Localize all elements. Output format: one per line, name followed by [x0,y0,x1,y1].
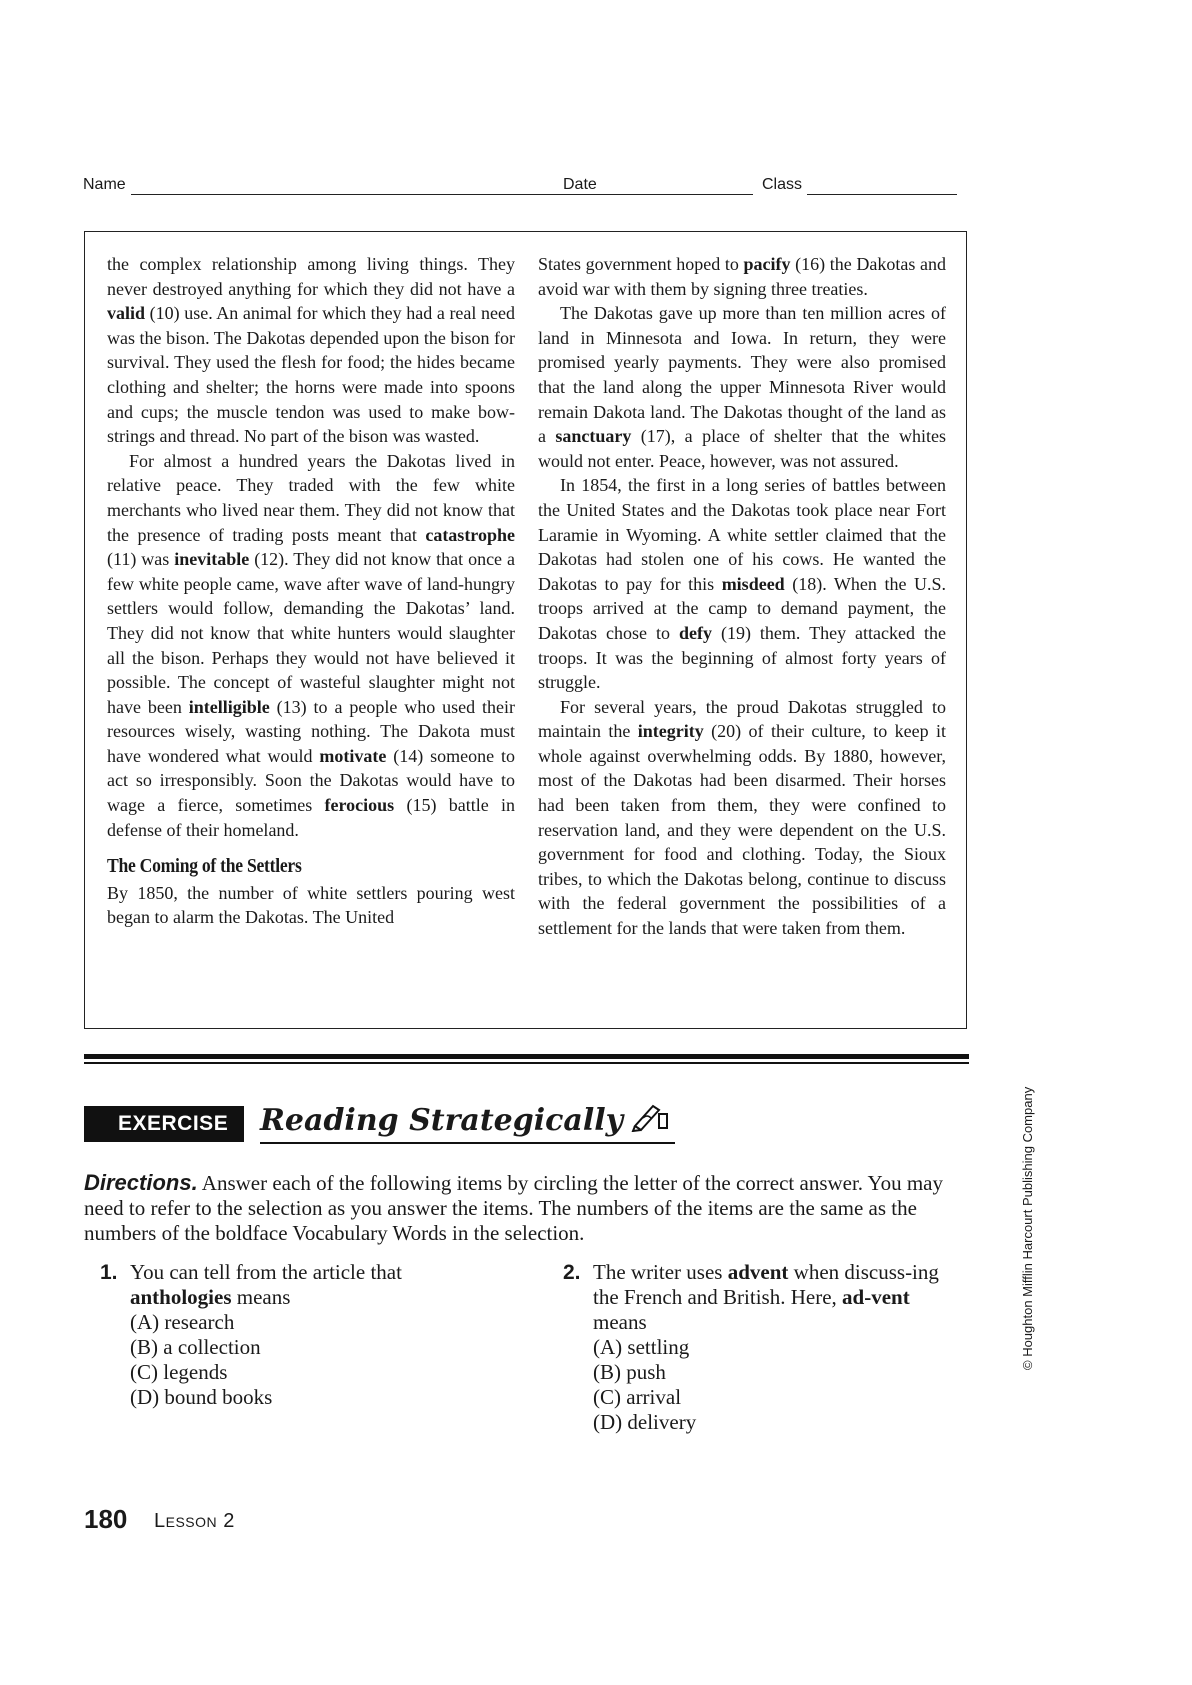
answer-option[interactable]: (B) a collection [130,1335,261,1359]
passage-left-column [107,252,515,930]
class-label: Class [762,176,803,193]
answer-option[interactable]: (A) research [130,1310,235,1334]
vocabulary-word: sanctuary [555,426,632,447]
text-run: States government hoped to [538,254,744,274]
answer-option[interactable]: (D) delivery [593,1410,697,1434]
vocabulary-word: integrity [637,721,704,742]
vocabulary-word: motivate [319,745,387,766]
vocabulary-word: valid [107,303,146,324]
lesson-label: Lesson 2 [154,1510,235,1532]
date-field-line[interactable] [605,194,753,195]
text-run: when discuss-ing the French and British. Here, [593,1260,939,1309]
student-info-header [83,176,963,200]
vocabulary-word: inevitable [174,549,250,570]
text-run: the complex relationship among living things. They never destroyed anything for which they did not have a [107,254,515,299]
question-stem [130,1260,440,1310]
directions-lead: Directions. [84,1170,198,1195]
exercise-title-text: Reading Strategically [260,1102,624,1138]
text-run: (10) use. An animal for which they had a real need was the bison. The Dakotas depended upon the bison for survival. They used the flesh for food; the hides became clothing and shelter; the horns were made into spoons and cups; the muscle tendon was used to make bow-strings and thread. No part of the bison was wasted. [107,303,515,447]
text-run: (17), a place of shelter that the whites would not enter. Peace, however, was not assured. [538,426,946,471]
section-divider-thin [84,1062,969,1064]
name-field-line[interactable] [131,194,633,195]
text-run: For almost a hundred years the Dakotas lived in relative peace. They traded with the few white merchants who lived near them. They did not know that the presence of trading posts meant that [107,450,515,545]
text-run: (14) someone to act so irresponsibly. Soon the Dakotas would have to wage a fierce, sometimes [107,745,515,816]
vocabulary-word: catastrophe [425,524,515,545]
question-number: 2. [563,1261,581,1284]
exercise-title [260,1098,675,1144]
vocabulary-word: anthologies [130,1285,232,1309]
vocabulary-word: intelligible [188,696,270,717]
section-heading: The Coming of the Settlers [107,855,302,878]
text-run: In 1854, the first in a long series of battles between the United States and the Dakotas took place near Fort Laramie in Wyoming. A white settler claimed that the Dakotas had stolen one of his cows. He wanted the Dakotas to pay for this [538,475,946,594]
copyright-notice: © Houghton Mifflin Harcourt Publishing Company [1020,1086,1035,1370]
question-item [563,1260,963,1435]
pencil-writing-icon [629,1100,669,1140]
text-run: (16) the Dakotas and avoid war with them by signing three treaties. [538,254,946,299]
text-run: By 1850, the number of white settlers pouring west began to alarm the Dakotas. The United [107,882,515,928]
exercise-badge: EXERCISE [84,1106,244,1142]
question-stem [593,1260,963,1335]
question-item [100,1260,440,1410]
text-run: You can tell from the article that [130,1260,402,1284]
answer-option[interactable]: (D) bound books [130,1385,273,1409]
directions-paragraph [84,1170,970,1246]
text-run: The writer uses [593,1260,728,1284]
passage-paragraph [107,252,515,449]
answer-options [130,1310,440,1410]
text-run: For several years, the proud Dakotas struggled to maintain the [538,696,946,742]
vocabulary-word: advent [727,1260,789,1284]
passage-right-column [538,252,946,941]
text-run: (19) them. They attacked the troops. It was the beginning of almost forty years of struggle. [538,622,947,693]
text-run: (15) battle in defense of their homeland. [107,795,515,840]
reading-passage-box [84,231,967,1029]
vocabulary-word: pacify [743,254,791,274]
passage-paragraph [538,301,946,473]
directions-text: Answer each of the following items by circling the letter of the correct answer. You may need to refer to the selection as you answer the items. The numbers of the items are the same as the numbers of the boldface Vocabulary Words in the selection. [84,1171,943,1245]
text-run: (11) was [107,549,175,570]
section-divider-thick [84,1054,969,1059]
passage-paragraph [107,881,515,930]
answer-option[interactable]: (B) push [593,1360,666,1384]
passage-paragraph [538,473,946,694]
answer-option[interactable]: (C) legends [130,1360,228,1384]
vocabulary-word: ferocious [324,795,395,816]
text-run: means [231,1285,291,1309]
date-label: Date [563,176,597,193]
text-run: The Dakotas gave up more than ten million acres of land in Minnesota and Iowa. In return, they were promised yearly payments. They were also promised that the land along the upper Minnesota River would remain Dakota land. The Dakotas thought of the land as a [538,303,946,447]
text-run: (12). They did not know that once a few white people came, wave after wave of land-hungry settlers would follow, demanding the Dakotas’ land. They did not know that white hunters would slaughter all the bison. Perhaps they would not have believed it possible. The concept of wasteful slaughter might not have been [107,549,515,717]
name-label: Name [83,176,126,193]
text-run: (18). When the U.S. troops arrived at the camp to demand payment, the Dakotas chose to [538,573,946,643]
text-run: (13) to a people who used their resources wisely, wasting nothing. The Dakota must have wondered what would [107,696,515,766]
passage-paragraph [538,695,946,941]
passage-paragraph [107,449,515,843]
question-number: 1. [100,1261,118,1284]
passage-paragraph [538,252,946,301]
class-field-line[interactable] [807,194,957,195]
vocabulary-word: defy [678,622,712,643]
text-run: (20) of their culture, to keep it whole against overwhelming odds. By 1880, however, most of the Dakotas had been disarmed. Their horses had been taken from them, they were confined to reservation land, and they were dependent on the U.S. government for food and clothing. Today, the Sioux tribes, to which the Dakotas belong, continue to discuss with the federal government the possibilities of a settlement for the lands that were taken from them. [538,721,946,939]
answer-option[interactable]: (A) settling [593,1335,690,1359]
vocabulary-word: ad-vent [842,1285,910,1309]
answer-options [593,1335,963,1435]
answer-option[interactable]: (C) arrival [593,1385,682,1409]
vocabulary-word: misdeed [721,573,785,594]
text-run: means [593,1310,647,1334]
page-number: 180 [84,1504,128,1534]
